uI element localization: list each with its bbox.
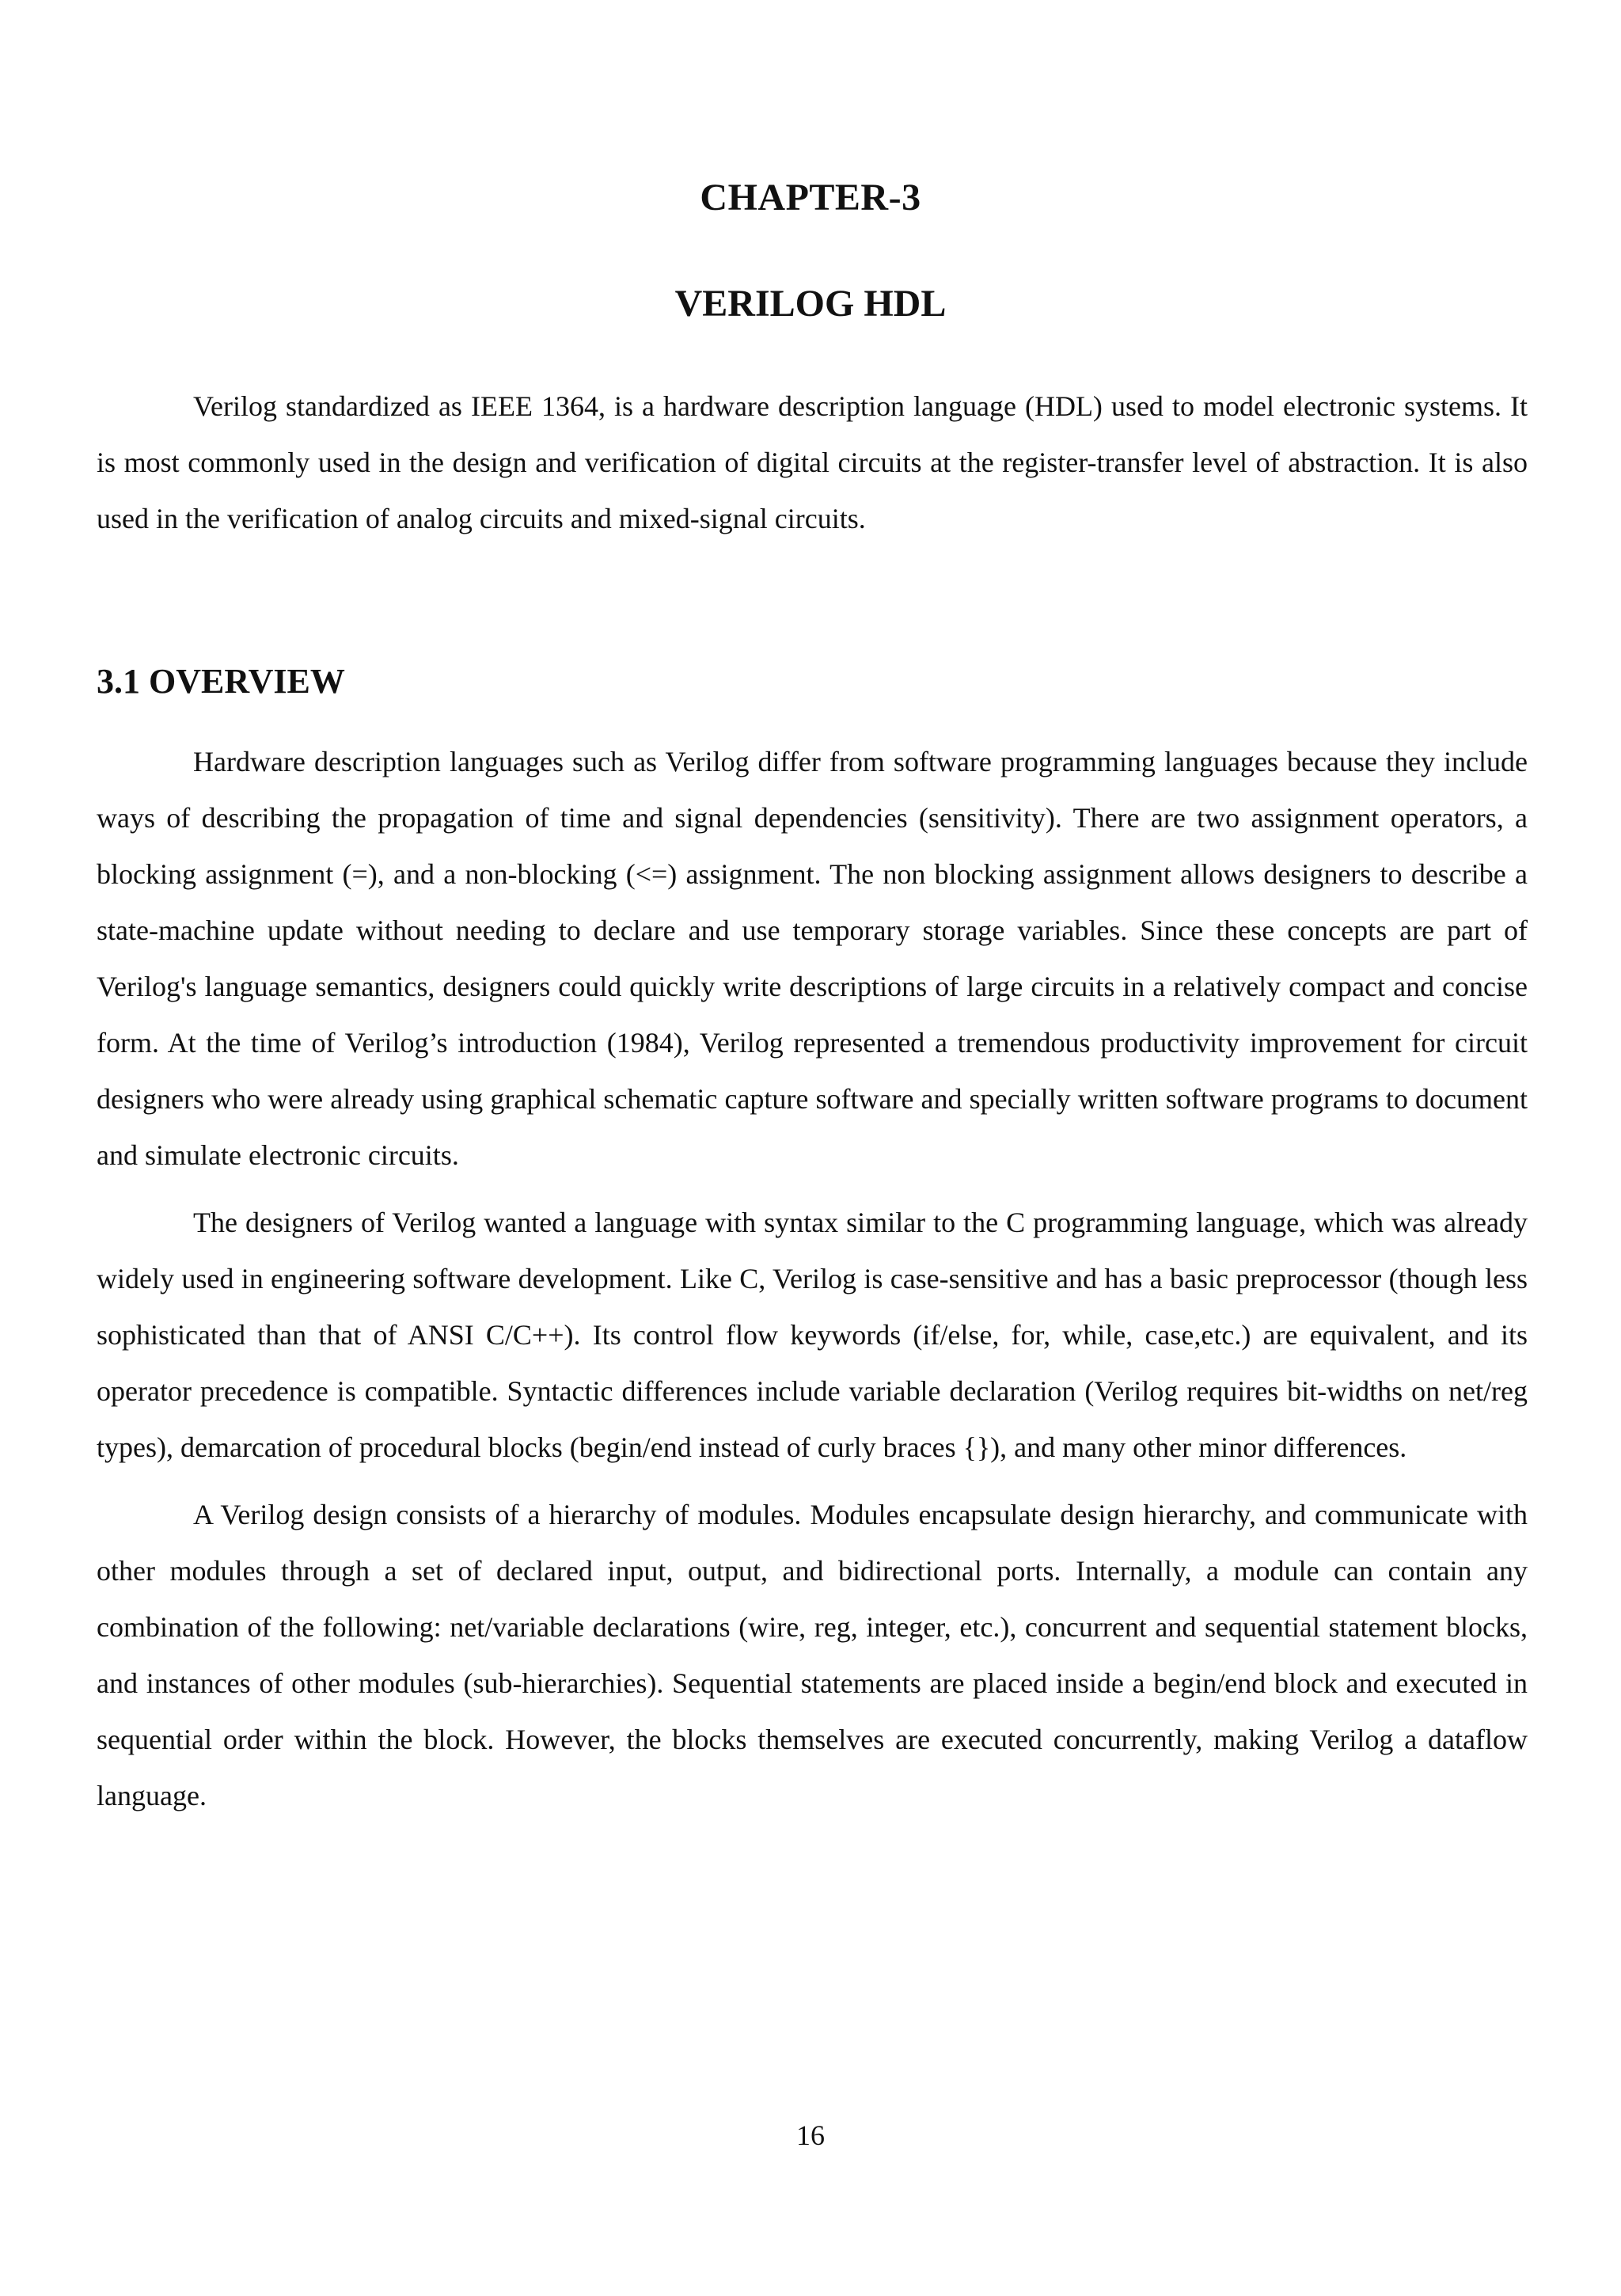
overview-paragraph-3: A Verilog design consists of a hierarchy of modules. Modules encapsulate design hierarchy, and communicate with other modules through a set of declared input, output, and bidirectional ports. Internally, a module can contain any combination of the following: net/variable declarations (wire, reg, integer, etc.), concurrent and sequential statement blocks, and instances of other modules (sub-hierarchies). Sequential statements are placed inside a begin/end block and executed in sequential order within the block. However, the blocks themselves are executed concurrently, making Verilog a dataflow language. [97, 1499, 1528, 1811]
overview-paragraph-2: The designers of Verilog wanted a language with syntax similar to the C programming language, which was already widely used in engineering software development. Like C, Verilog is case-sensitive and has a basic preprocessor (though less sophisticated than that of ANSI C/C++). Its control flow keywords (if/else, for, while, case,etc.) are equivalent, and its operator precedence is compatible. Syntactic differences include variable declaration (Verilog requires bit-widths on net/reg types), demarcation of procedural blocks (begin/end instead of curly braces {}), and many other minor differences. [97, 1207, 1528, 1463]
overview-paragraph-1: Hardware description languages such as Verilog differ from software programming languages because they include ways of describing the propagation of time and signal dependencies (sensitivity). There are two assignment operators, a blocking assignment (=), and a non-blocking (<=) assignment. The non blocking assignment allows designers to describe a state-machine update without needing to declare and use temporary storage variables. Since these concepts are part of Verilog's language semantics, designers could quickly write descriptions of large circuits in a relatively compact and concise form. At the time of Verilog’s introduction (1984), Verilog represented a tremendous productivity improvement for circuit designers who were already using graphical schematic capture software and specially written software programs to document and simulate electronic circuits. [97, 746, 1528, 1171]
chapter-title: VERILOG HDL [674, 283, 947, 325]
page-number: 16 [796, 2119, 825, 2151]
chapter-number: CHAPTER-3 [700, 177, 921, 219]
page-content [97, 378, 1528, 1824]
section-heading: 3.1 OVERVIEW [97, 662, 345, 701]
intro-paragraph: Verilog standardized as IEEE 1364, is a hardware description language (HDL) used to model electronic systems. It is most commonly used in the design and verification of digital circuits at the register-transfer level of abstraction. It is also used in the verification of analog circuits and mixed-signal circuits. [97, 390, 1528, 534]
